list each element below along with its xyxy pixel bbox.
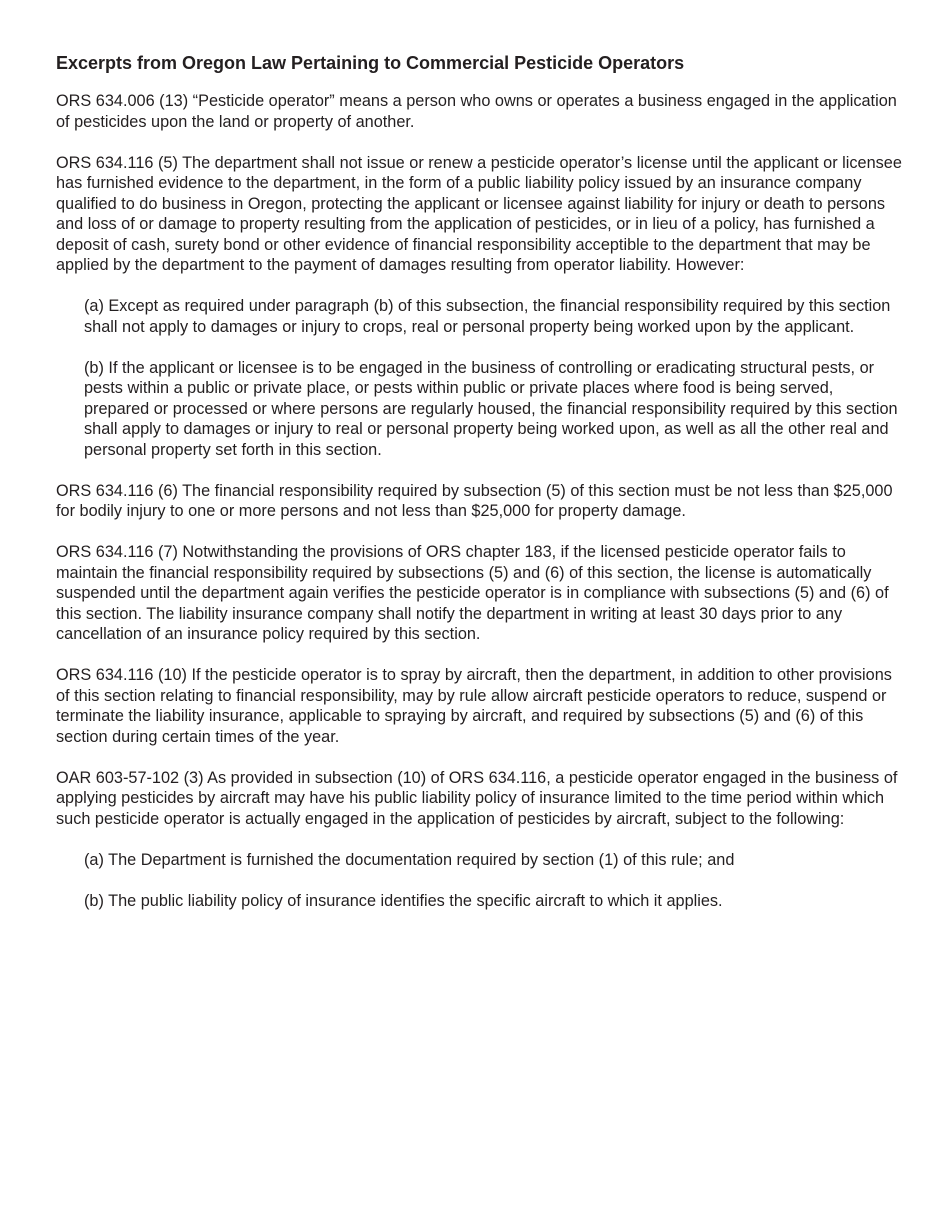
document-title: Excerpts from Oregon Law Pertaining to Commercial Pesticide Operators [56, 53, 685, 73]
minimum-coverage-paragraph: ORS 634.116 (6) The financial responsibility required by subsection (5) of this section must be not less than $25,000 for bodily injury to one or more persons and not less than $25,000 for property damage. [56, 481, 893, 520]
document-page [56, 50, 902, 932]
definition-paragraph: ORS 634.006 (13) “Pesticide operator” means a person who owns or operates a business engaged in the application of pesticides upon the land or property of another. [56, 92, 897, 131]
oar-item-b-paragraph: (b) The public liability policy of insurance identifies the specific aircraft to which it applies. [84, 891, 723, 910]
suspension-paragraph: ORS 634.116 (7) Notwithstanding the provisions of ORS chapter 183, if the licensed pesticide operator fails to maintain the financial responsibility required by subsections (5) and (6) of this section, the license is automatically suspended until the department again verifies the pesticide operator is in compliance with subsections (5) and (6) of this section. The liability insurance company shall notify the department in writing at least 30 days prior to any cancellation of an insurance policy required by this section. [56, 543, 889, 643]
oar-item-a-paragraph: (a) The Department is furnished the documentation required by section (1) of this rule; and [84, 850, 735, 869]
oar-rule-paragraph: OAR 603-57-102 (3) As provided in subsection (10) of ORS 634.116, a pesticide operator engaged in the business of applying pesticides by aircraft may have his public liability policy of insurance limited to the time period within which such pesticide operator is actually engaged in the application of pesticides by aircraft, subject to the following: [56, 768, 898, 828]
subsection-b-paragraph: (b) If the applicant or licensee is to be engaged in the business of controlling or eradicating structural pests, or pests within a public or private place, or pests within public or private places where food is being served, prepared or processed or where persons are regularly housed, the financial responsibility required by this section shall apply to damages or injury to real or personal property being worked upon, as well as all the other real and personal property set forth in this section. [84, 358, 898, 459]
subsection-a-paragraph: (a) Except as required under paragraph (b) of this subsection, the financial responsibility required by this section shall not apply to damages or injury to crops, real or personal property being worked upon by the applicant. [84, 297, 891, 336]
financial-responsibility-paragraph: ORS 634.116 (5) The department shall not issue or renew a pesticide operator’s license until the applicant or licensee has furnished evidence to the department, in the form of a public liability policy issued by an insurance company qualified to do business in Oregon, protecting the applicant or licensee against liability for injury or death to persons and loss of or damage to property resulting from the application of pesticides, or in lieu of a policy, has furnished a deposit of cash, surety bond or other evidence of financial responsibility acceptible to the department that may be applied by the department to the payment of damages resulting from operator liability. However: [56, 153, 902, 274]
aircraft-paragraph: ORS 634.116 (10) If the pesticide operator is to spray by aircraft, then the department, in addition to other provisions of this section relating to financial responsibility, may by rule allow aircraft pesticide operators to reduce, suspend or terminate the liability insurance, applicable to spraying by aircraft, and required by subsections (5) and (6) of this section during certain times of the year. [56, 666, 892, 746]
